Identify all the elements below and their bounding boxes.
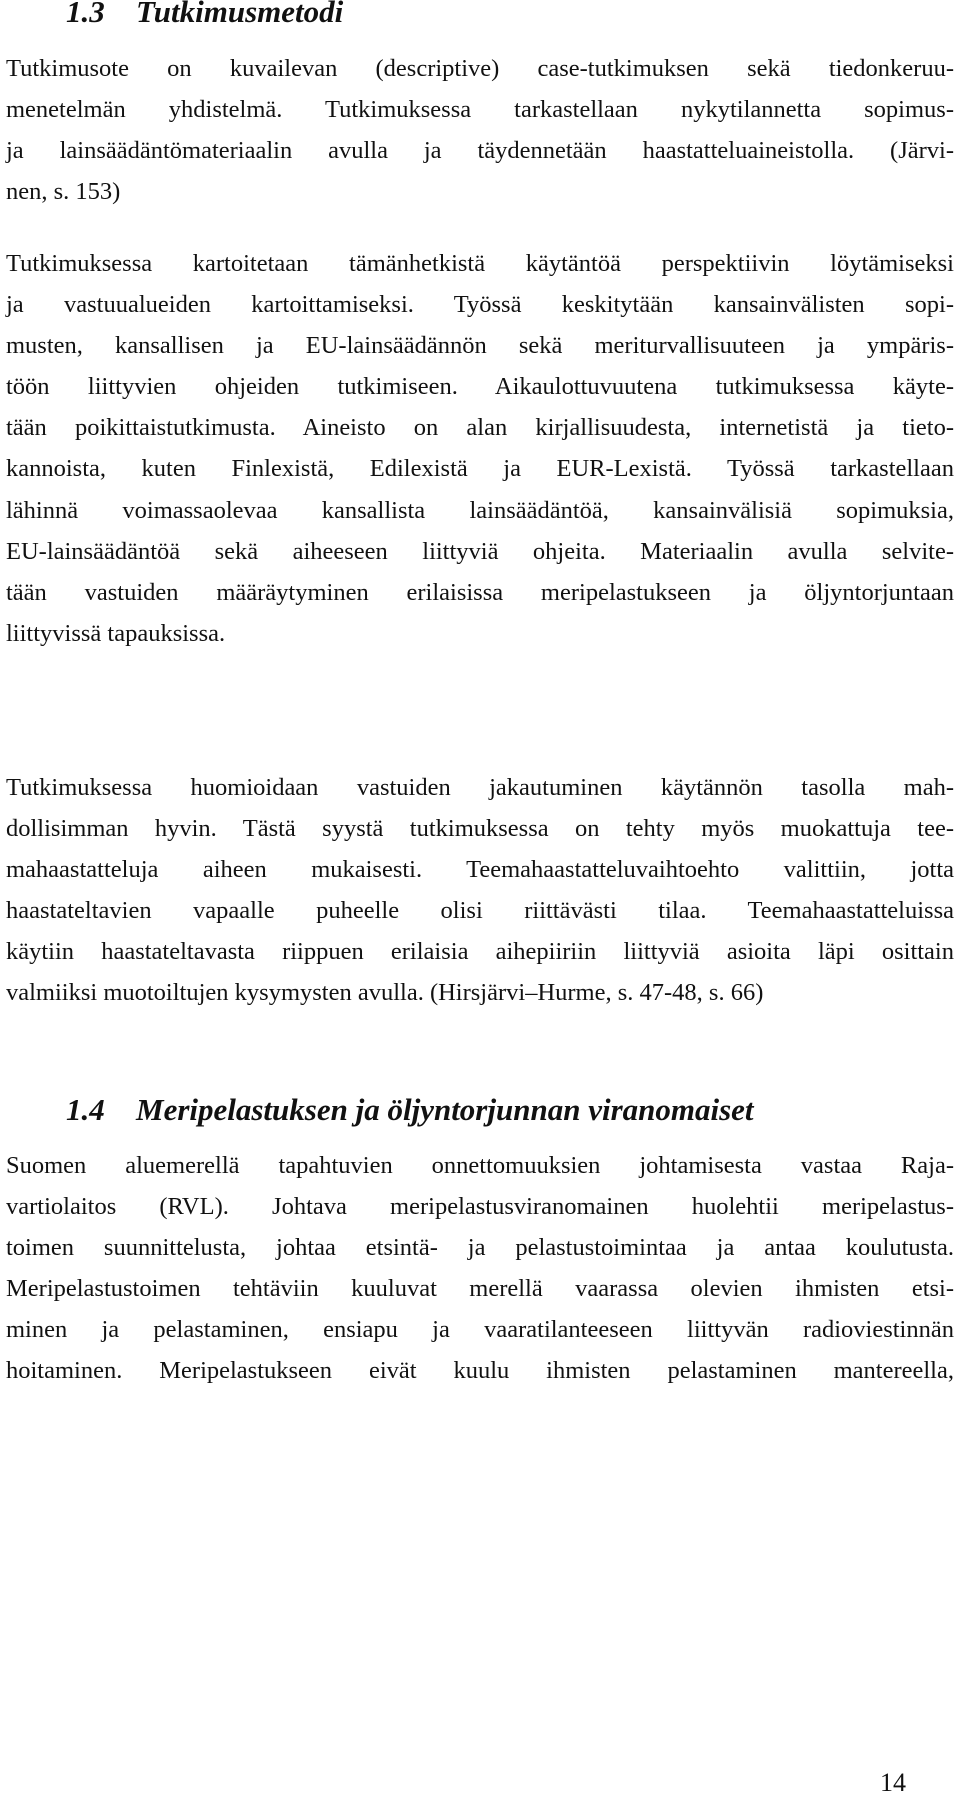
text-line: lähinnä voimassaolevaa kansallista lainsäädäntöä, kansainvälisiä sopimuksia, — [6, 496, 954, 524]
page-number: 14 — [880, 1768, 906, 1797]
text-line: töön liittyvien ohjeiden tutkimiseen. Aikaulottuvuutena tutkimuksessa käyte- — [6, 373, 954, 401]
text-line: EU-lainsäädäntöä sekä aiheeseen liittyviä ohjeita. Materiaalin avulla selvite- — [6, 537, 954, 565]
paragraph — [6, 767, 954, 1014]
text-line: kannoista, kuten Finlexistä, Edilexistä ja EUR-Lexistä. Työssä tarkastellaan — [6, 455, 954, 483]
section-title: Tutkimusmetodi — [136, 0, 344, 29]
paragraph — [6, 243, 954, 654]
text-line: tään vastuiden määräytyminen erilaisissa meripelastukseen ja öljyntorjuntaan — [6, 578, 954, 606]
text-line: haastateltavien vapaalle puheelle olisi riittävästi tilaa. Teemahaastatteluissa — [6, 897, 954, 925]
text-line: mahaastatteluja aiheen mukaisesti. Teemahaastatteluvaihtoehto valittiin, jotta — [6, 856, 954, 884]
text-line: menetelmän yhdistelmä. Tutkimuksessa tarkastellaan nykytilannetta sopimus- — [6, 96, 954, 124]
section-title: Meripelastuksen ja öljyntorjunnan viranomaiset — [136, 1092, 754, 1127]
text-line: Suomen aluemerellä tapahtuvien onnettomuuksien johtamisesta vastaa Raja- — [6, 1152, 954, 1179]
text-line: ja vastuualueiden kartoittamiseksi. Työssä keskitytään kansainvälisten sopi- — [6, 291, 954, 319]
text-line: Tutkimuksessa kartoitetaan tämänhetkistä käytäntöä perspektiivin löytämiseksi — [6, 250, 954, 277]
text-line: vartiolaitos (RVL). Johtava meripelastusviranomainen huolehtii meripelastus- — [6, 1193, 954, 1221]
paragraph — [6, 1145, 954, 1392]
section-number: 1.3 — [66, 0, 105, 29]
section-number: 1.4 — [66, 1092, 105, 1127]
text-line: toimen suunnittelusta, johtaa etsintä- ja pelastustoimintaa ja antaa koulutusta. — [6, 1234, 954, 1262]
text-line: Tutkimusote on kuvailevan (descriptive) case-tutkimuksen sekä tiedonkeruu- — [6, 55, 954, 82]
text-line: Tutkimuksessa huomioidaan vastuiden jakautuminen käytännön tasolla mah- — [6, 774, 954, 801]
text-line: liittyvissä tapauksissa. — [6, 619, 226, 647]
text-line: käytiin haastateltavasta riippuen erilaisia aihepiiriin liittyviä asioita läpi osittain — [6, 938, 954, 966]
text-line: valmiiksi muotoiltujen kysymysten avulla. (Hirsjärvi–Hurme, s. 47-48, s. 66) — [6, 979, 764, 1007]
section-heading-1-3 — [66, 0, 343, 32]
text-line: hoitaminen. Meripelastukseen eivät kuulu ihmisten pelastaminen mantereella, — [6, 1357, 954, 1385]
text-line: dollisimman hyvin. Tästä syystä tutkimuksessa on tehty myös muokattuja tee- — [6, 815, 954, 843]
paragraph — [6, 48, 954, 212]
section-heading-1-4 — [66, 1090, 754, 1130]
text-line: musten, kansallisen ja EU-lainsäädännön sekä meriturvallisuuteen ja ympäris- — [6, 332, 954, 360]
text-line: minen ja pelastaminen, ensiapu ja vaaratilanteeseen liittyvän radioviestinnän — [6, 1316, 954, 1344]
text-line: ja lainsäädäntömateriaalin avulla ja täydennetään haastatteluaineistolla. (Järvi- — [6, 137, 954, 165]
text-line: Meripelastustoimen tehtäviin kuuluvat merellä vaarassa olevien ihmisten etsi- — [6, 1275, 954, 1303]
text-line: tään poikittaistutkimusta. Aineisto on alan kirjallisuudesta, internetistä ja tieto- — [6, 414, 954, 442]
text-line: nen, s. 153) — [6, 178, 121, 206]
